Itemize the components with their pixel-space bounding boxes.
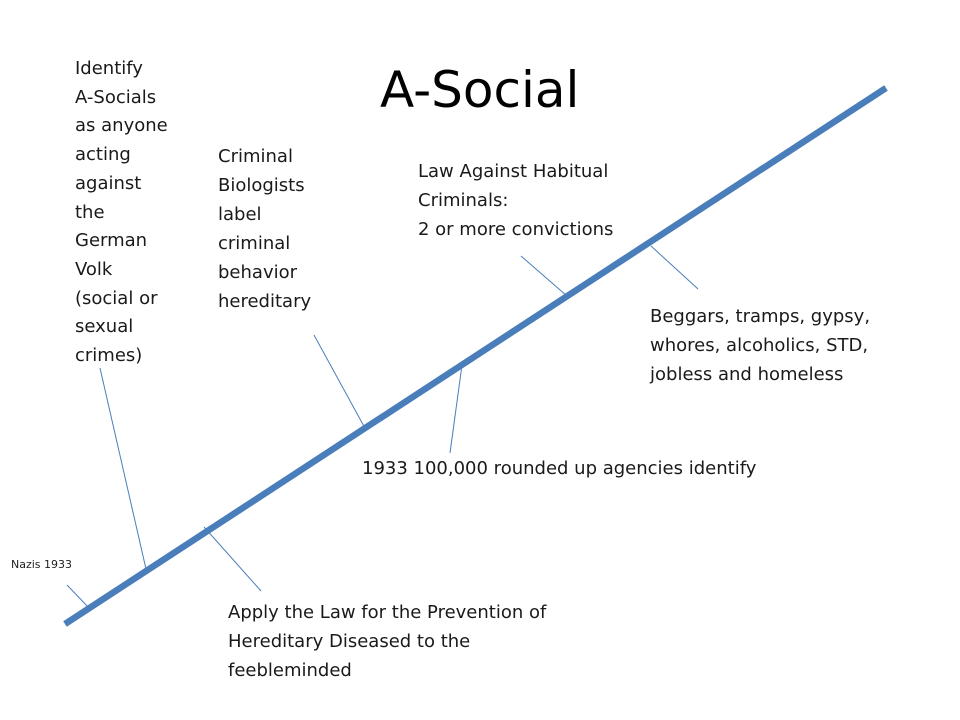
connector-identify xyxy=(100,368,146,569)
connector-apply xyxy=(204,527,261,591)
label-apply-law: Apply the Law for the Prevention of Hereditary Diseased to the feebleminded xyxy=(228,602,547,681)
connector-nazis xyxy=(67,585,90,609)
slide-title: A-Social xyxy=(380,61,580,119)
connector-law xyxy=(521,256,567,296)
label-nazis-1933: Nazis 1933 xyxy=(11,558,73,571)
connector-criminal xyxy=(314,335,366,430)
label-1933-roundup: 1933 100,000 rounded up agencies identify xyxy=(362,458,757,479)
label-law-habitual-criminals: Law Against Habitual Criminals: 2 or more convictions xyxy=(418,161,614,240)
label-identify-a-socials: Identify A-Socials as anyone acting against the German Volk (social or sexual crimes) xyxy=(75,58,168,367)
label-criminal-biologists: Criminal Biologists label criminal behavior hereditary xyxy=(218,146,312,312)
label-beggars-list: Beggars, tramps, gypsy, whores, alcoholics, STD, jobless and homeless xyxy=(650,306,871,385)
connector-1933 xyxy=(450,365,462,453)
connector-beggars xyxy=(651,246,698,289)
